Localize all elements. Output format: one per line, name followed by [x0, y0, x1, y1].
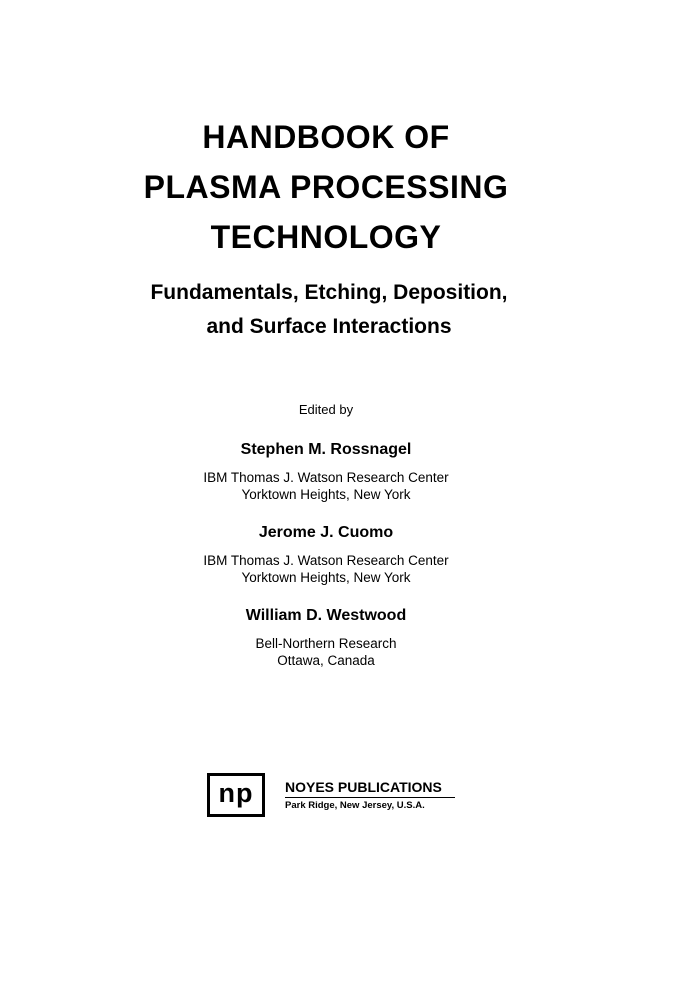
editor-block [0, 606, 652, 669]
editor-affiliation-line-1: IBM Thomas J. Watson Research Center [203, 470, 449, 485]
editor-affiliation-line-1: Bell-Northern Research [255, 636, 397, 651]
publisher-address: Park Ridge, New Jersey, U.S.A. [285, 800, 425, 811]
publisher-logo: np [207, 773, 265, 817]
editor-block [0, 523, 652, 586]
book-title-line-2: PLASMA PROCESSING [143, 169, 509, 205]
editor-affiliation-line-2: Yorktown Heights, New York [241, 570, 411, 585]
book-subtitle-line-1: Fundamentals, Etching, Deposition, [150, 281, 508, 304]
book-title-line-3: TECHNOLOGY [210, 219, 442, 255]
book-title [0, 112, 652, 262]
editor-affiliation-line-1: IBM Thomas J. Watson Research Center [203, 553, 449, 568]
edited-by-label: Edited by [298, 402, 354, 417]
editor-block [0, 440, 652, 503]
book-title-line-1: HANDBOOK OF [202, 119, 450, 155]
publisher-name: NOYES PUBLICATIONS [285, 779, 442, 795]
publisher-divider [285, 797, 455, 798]
publisher-imprint [207, 770, 467, 822]
book-subtitle-line-2: and Surface Interactions [206, 315, 452, 338]
editor-name: William D. Westwood [245, 607, 407, 624]
editor-name: Jerome J. Cuomo [258, 524, 394, 541]
editor-affiliation-line-2: Ottawa, Canada [277, 653, 375, 668]
editor-affiliation-line-2: Yorktown Heights, New York [241, 487, 411, 502]
editor-name: Stephen M. Rossnagel [240, 441, 412, 458]
book-subtitle [0, 276, 658, 344]
